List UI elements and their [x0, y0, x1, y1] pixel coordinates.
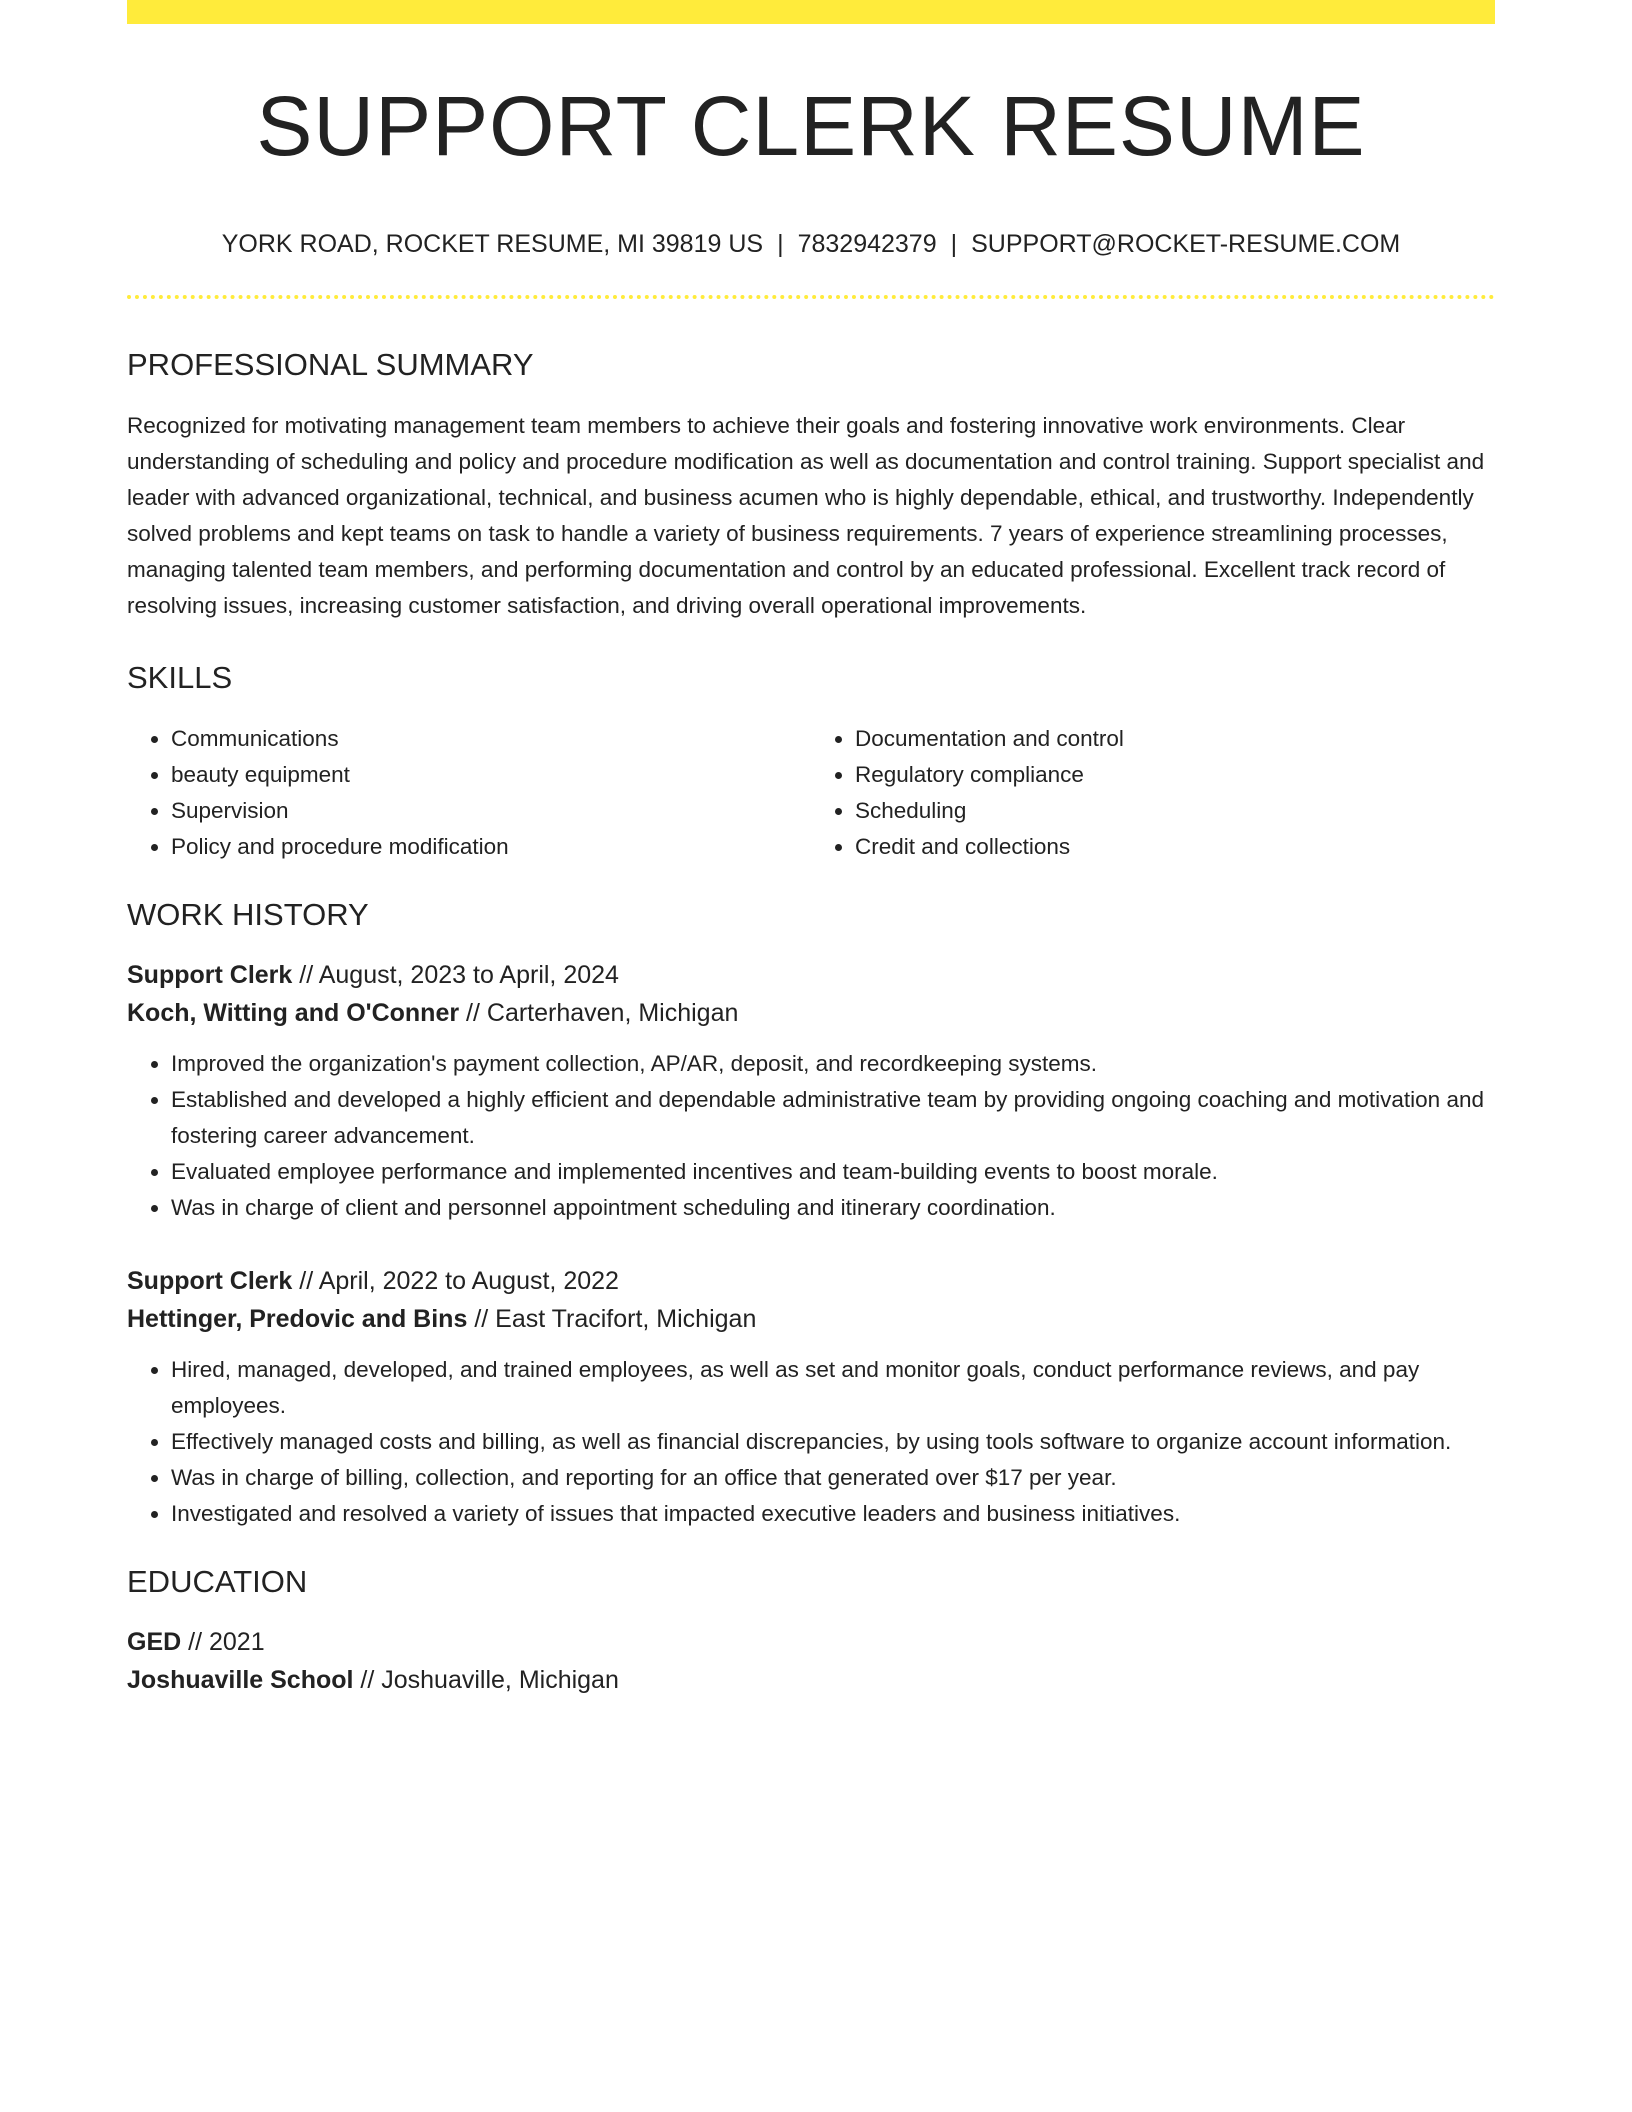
- skill-item: • Documentation and control: [855, 721, 1495, 757]
- job-bullet: • Effectively managed costs and billing, as well as financial discrepancies, by using tools software to organize account information.: [171, 1424, 1495, 1460]
- job-bullet: • Improved the organization's payment collection, AP/AR, deposit, and recordkeeping systems.: [171, 1046, 1495, 1082]
- education-degree: GED: [127, 1628, 182, 1656]
- job-bullet: • Established and developed a highly efficient and dependable administrative team by providing ongoing coaching and motivation and fostering career advancement.: [171, 1082, 1495, 1154]
- skills-heading: SKILLS: [127, 660, 233, 695]
- skill-item: • Credit and collections: [855, 829, 1495, 865]
- job-bullet: • Hired, managed, developed, and trained employees, as well as set and monitor goals, conduct performance reviews, and pay employees.: [171, 1352, 1495, 1424]
- job-bullet: • Was in charge of billing, collection, and reporting for an office that generated over $17 per year.: [171, 1460, 1495, 1496]
- summary-text: Recognized for motivating management team members to achieve their goals and fostering innovative work environments. Clear understanding of scheduling and policy and procedure modification as well as documentation and control training. Support specialist and leader with advanced organizational, technical, and business acumen who is highly dependable, ethical, and trustworthy. Independently solved problems and kept teams on task to handle a variety of business requirements. 7 years of experience streamlining processes, managing talented team members, and performing documentation and control by an educated professional. Excellent track record of resolving issues, increasing customer satisfaction, and driving overall operational improvements.: [127, 413, 1485, 618]
- job-entry: [127, 1262, 1495, 1532]
- skill-item: • Supervision: [171, 793, 811, 829]
- job-company: Hettinger, Predovic and Bins: [127, 1305, 468, 1333]
- education-school-line: [127, 1661, 1495, 1699]
- job-company-line: [127, 994, 1495, 1032]
- job-bullet: • Evaluated employee performance and implemented incentives and team-building events to boost morale.: [171, 1154, 1495, 1190]
- contact-address: YORK ROAD, ROCKET RESUME, MI 39819 US: [221, 230, 764, 258]
- job-location: // Carterhaven, Michigan: [466, 999, 739, 1027]
- job-company: Koch, Witting and O'Conner: [127, 999, 460, 1027]
- job-bullet: • Investigated and resolved a variety of issues that impacted executive leaders and business initiatives.: [171, 1496, 1495, 1532]
- education-year: // 2021: [188, 1628, 265, 1656]
- resume-title: SUPPORT CLERK RESUME: [256, 79, 1366, 173]
- education-location: // Joshuaville, Michigan: [360, 1666, 619, 1694]
- job-entry: [127, 956, 1495, 1226]
- job-title-line: [127, 956, 1495, 994]
- skill-item: • Scheduling: [855, 793, 1495, 829]
- summary-heading: PROFESSIONAL SUMMARY: [127, 347, 534, 382]
- job-title-line: [127, 1262, 1495, 1300]
- skill-item: • beauty equipment: [171, 757, 811, 793]
- contact-separator: |: [950, 230, 958, 258]
- contact-email: SUPPORT@ROCKET-RESUME.COM: [971, 230, 1401, 258]
- job-bullet: • Was in charge of client and personnel appointment scheduling and itinerary coordination.: [171, 1190, 1495, 1226]
- skills-column-right: [811, 721, 1495, 865]
- work-history-heading: WORK HISTORY: [127, 897, 369, 932]
- skills-list: [127, 721, 1495, 865]
- job-title: Support Clerk: [127, 961, 293, 989]
- contact-line: [127, 232, 1495, 257]
- job-dates: // April, 2022 to August, 2022: [299, 1267, 619, 1295]
- skill-item: • Regulatory compliance: [855, 757, 1495, 793]
- skills-column-left: [127, 721, 811, 865]
- education-degree-line: [127, 1623, 1495, 1661]
- education-heading: EDUCATION: [127, 1564, 308, 1599]
- job-company-line: [127, 1300, 1495, 1338]
- education-school: Joshuaville School: [127, 1666, 354, 1694]
- contact-separator: |: [777, 230, 784, 258]
- header-divider: [127, 295, 1495, 299]
- resume-page: [127, 0, 1495, 1699]
- education-entry: [127, 1623, 1495, 1699]
- job-bullets: [127, 1046, 1495, 1226]
- top-accent-bar: [127, 0, 1495, 24]
- job-location: // East Tracifort, Michigan: [474, 1305, 757, 1333]
- job-title: Support Clerk: [127, 1267, 293, 1295]
- skill-item: • Policy and procedure modification: [171, 829, 811, 865]
- contact-phone: 7832942379: [797, 230, 937, 258]
- skill-item: • Communications: [171, 721, 811, 757]
- job-bullets: [127, 1352, 1495, 1532]
- job-dates: // August, 2023 to April, 2024: [299, 961, 619, 989]
